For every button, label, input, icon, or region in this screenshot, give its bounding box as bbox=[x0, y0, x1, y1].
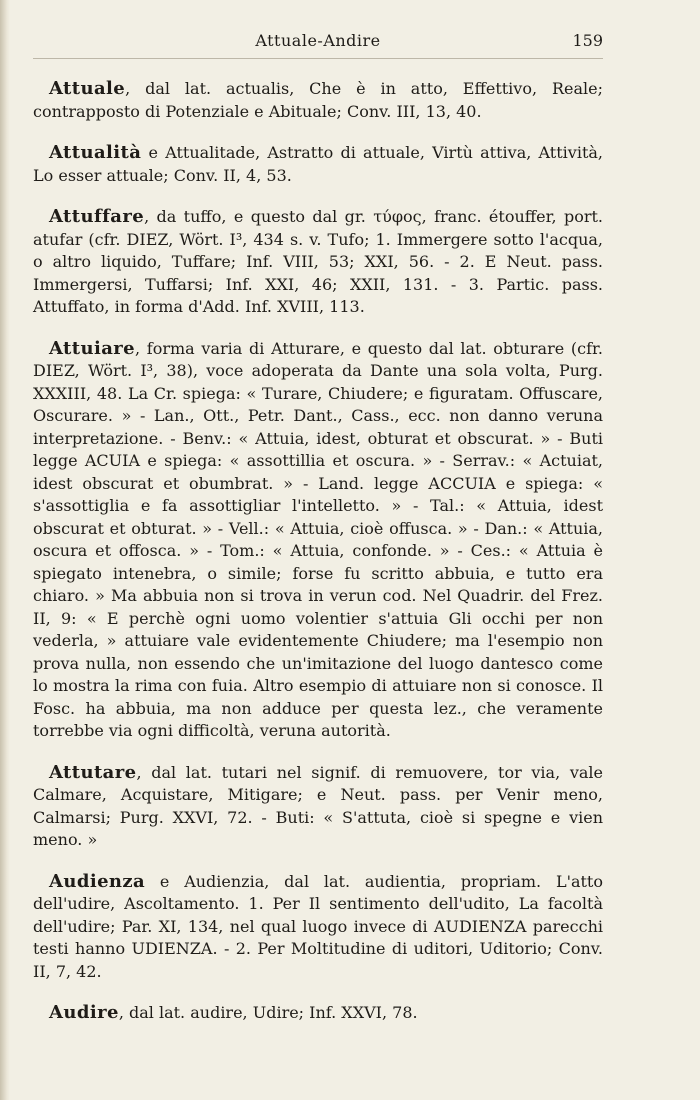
page-spine-shadow bbox=[0, 0, 10, 1100]
entry-lemma: Attuale bbox=[49, 78, 126, 99]
entry-attuale bbox=[33, 78, 603, 123]
entry-lemma: Attuffare bbox=[49, 206, 145, 227]
entry-attutare bbox=[33, 762, 603, 852]
header-rule bbox=[33, 58, 603, 59]
entry-text: , dal lat. tutari nel signif. di remuovere, tor via, vale Calmare, Acquistare, Mitigare; e Neut. pass. per Venir meno, Calmarsi; Purg. XXVI, 72. - Buti: « S'attuta, cioè si spegne e vien meno. » bbox=[33, 762, 603, 849]
entry-lemma: Audienza bbox=[49, 870, 146, 892]
entry-text: , da tuffo, e questo dal gr. τύφος, franc. étouffer, port. atufar (cfr. DIEZ, Wört. I³, 434 s. v. Tufo; 1. Immergere sotto l'acqua, o altro liquido, Tuffare; Inf. VIII, 53; XXI, 56. - 2. E Neut. pass. Immergersi, Tuffarsi; Inf. XXI, 46; XXII, 131. - 3. Partic. pass. Attuffato, in forma d'Add. Inf. XVIII, 113. bbox=[33, 207, 603, 316]
entry-text: , dal lat. audire, Udire; Inf. XXVI, 78. bbox=[118, 1003, 418, 1022]
dictionary-page bbox=[33, 0, 603, 1044]
page-number: 159 bbox=[572, 31, 603, 50]
entry-lemma: Attualità bbox=[49, 142, 142, 163]
entry-attualita bbox=[33, 142, 603, 187]
entry-text: e Audienzia, dal lat. audientia, propriam. L'atto dell'udire, Ascoltamento. 1. Per Il sentimento dell'udito, La facoltà dell'udire; Par. XI, 134, nel qual luogo invece di AUDIENZA parecchi testi hanno UDIENZA. - 2. Per Moltitudine di uditori, Uditorio; Conv. II, 7, 42. bbox=[33, 871, 603, 981]
entry-audire bbox=[33, 1002, 603, 1025]
entry-text: , dal lat. actualis, Che è in atto, Effettivo, Reale; contrapposto di Potenziale e Abituale; Conv. III, 13, 40. bbox=[33, 79, 603, 121]
entry-lemma: Attuiare bbox=[49, 337, 136, 359]
entry-attuiare bbox=[33, 338, 603, 743]
entry-lemma: Audire bbox=[49, 1002, 119, 1023]
entry-text: e Attualitade, Astratto di attuale, Virtù attiva, Attività, Lo esser attuale; Conv. II, 4, 53. bbox=[33, 143, 603, 185]
entry-audienza bbox=[33, 871, 603, 984]
running-title: Attuale-Andire bbox=[255, 31, 381, 50]
entry-lemma: Attutare bbox=[49, 761, 137, 783]
running-head bbox=[33, 0, 603, 62]
entry-attuffare bbox=[33, 206, 603, 319]
entry-text: , forma varia di Atturare, e questo dal lat. obturare (cfr. DIEZ, Wört. I³, 38), voce adoperata da Dante una sola volta, Purg. XXXIII, 48. La Cr. spiega: « Turare, Chiudere; e figuratam. Offuscare, Oscurare. » - Lan., Ott., Petr. Dant., Cass., ecc. non danno veruna interpretazione. - Benv.: « Attuia, idest, obturat et obscurat. » - Buti legge ACUIA e spiega: « assottillia et oscura. » - Serrav.: « Actuiat, idest obscurat et obumbrat. » - Land. legge ACCUIA e spiega: « s'assottiglia e fa assottigliar l'intelletto. » - Tal.: « Attuia, idest obscurat et obturat. » - Vell.: « Attuia, cioè offusca. » - Dan.: « Attuia, oscura et offosca. » - Tom.: « Attuia, confonde. » - Ces.: « Attuia è spiegato intenebra, o simile; forse fu scritto abbuia, e tutto era chiaro. » Ma abbuia non si trova in verun cod. Nel Quadrir. del Frez. II, 9: « E perchè ogni uomo volentier s'attuia Gli occhi per non vederla, » attuiare vale evidentemente Chiudere; ma l'esempio non prova nulla, non essendo che un'imitazione del luogo dantesco come lo mostra la rima con fuia. Altro esempio di attuiare non si conosce. Il Fosc. ha abbuia, ma non adduce per questa lez., che veramente torrebbe via ogni difficoltà, veruna autorità. bbox=[33, 338, 603, 740]
